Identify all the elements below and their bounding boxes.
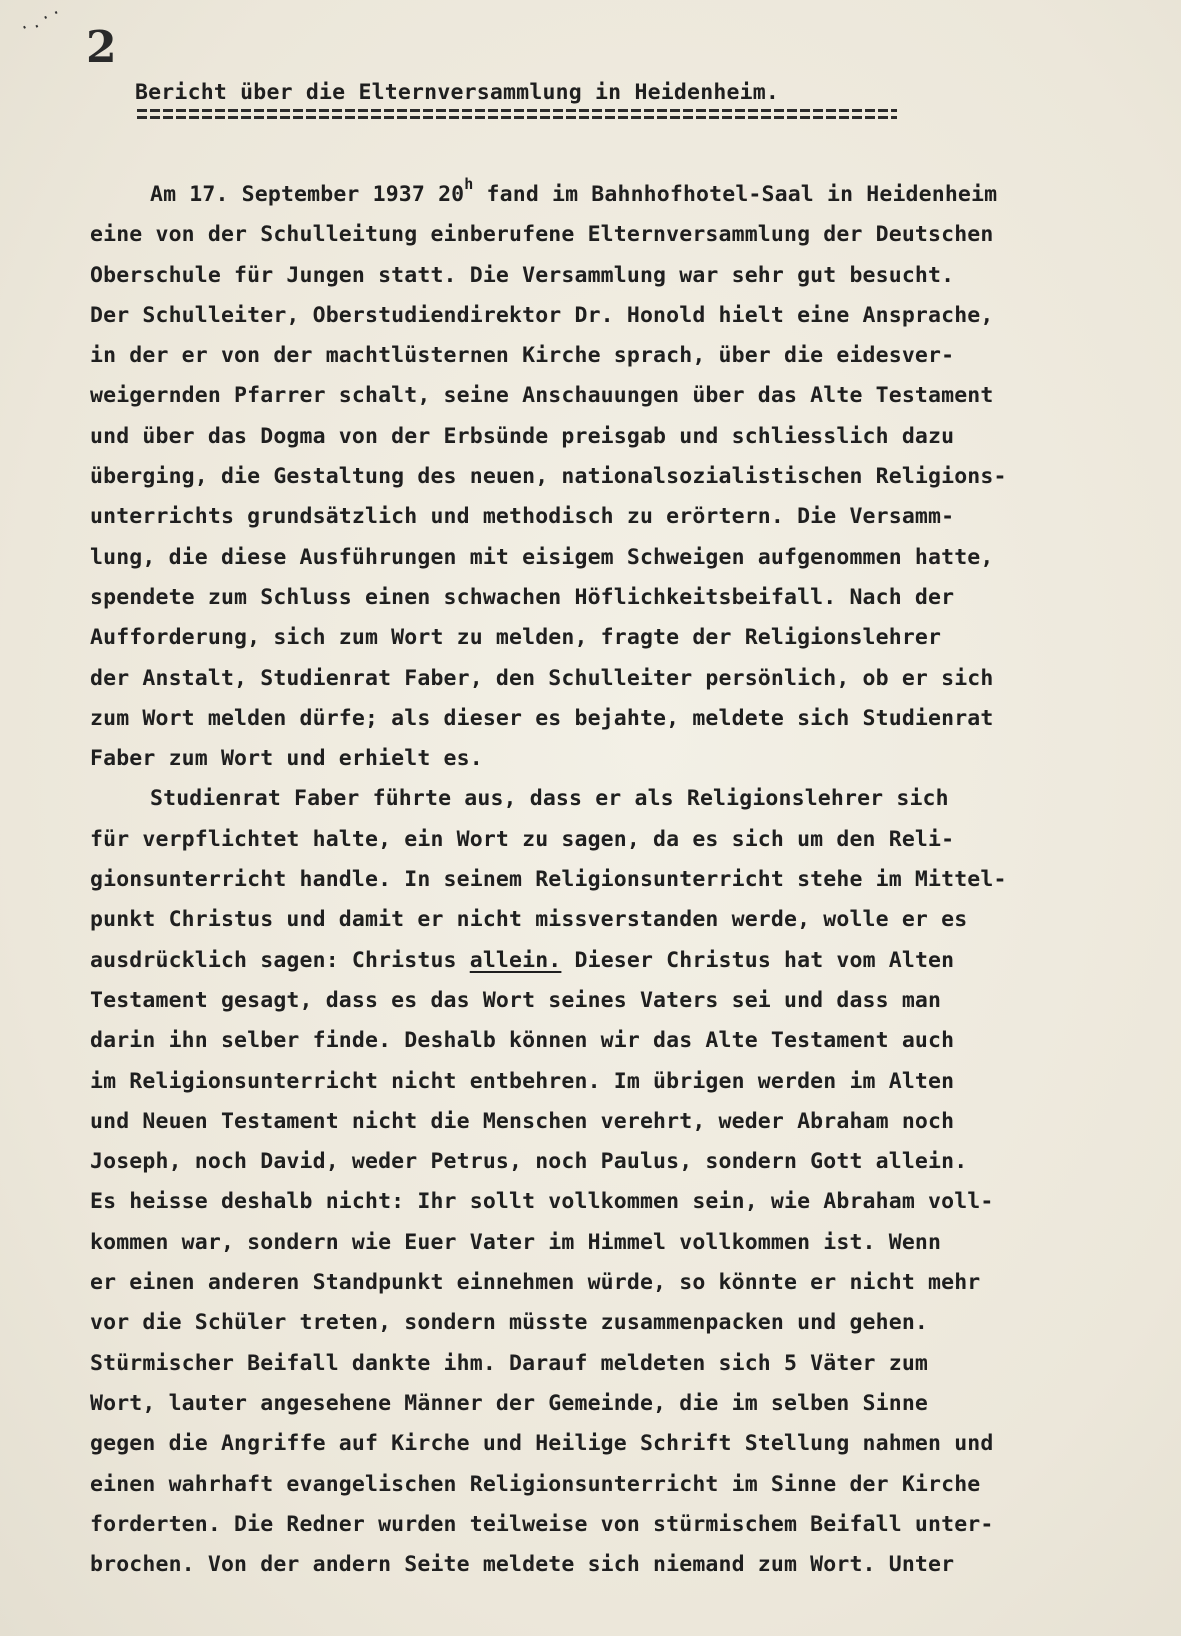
document-title: Bericht über die Elternversammlung in Heidenheim. <box>135 80 780 105</box>
text-line: gionsunterricht handle. In seinem Religionsunterricht stehe im Mittel- <box>90 867 1007 893</box>
document-body <box>90 175 1180 1585</box>
text-line: Studienrat Faber führte aus, dass er als Religionslehrer sich <box>150 786 949 812</box>
text-line: Joseph, noch David, weder Petrus, noch Paulus, sondern Gott allein. <box>90 1149 968 1175</box>
text-line: überging, die Gestaltung des neuen, nationalsozialistischen Religions- <box>90 464 1007 490</box>
text-line: für verpflichtet halte, ein Wort zu sagen, da es sich um den Reli- <box>90 826 955 852</box>
text-line: lung, die diese Ausführungen mit eisigem Schweigen aufgenommen hatte, <box>90 544 994 570</box>
text-line: brochen. Von der andern Seite meldete sich niemand zum Wort. Unter <box>90 1552 955 1578</box>
text-line: einen wahrhaft evangelischen Religionsunterricht im Sinne der Kirche <box>90 1471 981 1497</box>
text-line <box>90 941 1180 981</box>
text-line: Testament gesagt, dass es das Wort seines Vaters sei und dass man <box>90 987 942 1013</box>
text-line: und Neuen Testament nicht die Menschen verehrt, weder Abraham noch <box>90 1108 955 1134</box>
text-line: spendete zum Schluss einen schwachen Höflichkeitsbeifall. Nach der <box>90 584 955 610</box>
text-line: darin ihn selber finde. Deshalb können wir das Alte Testament auch <box>90 1028 955 1054</box>
underlined-word: allein. <box>469 947 562 973</box>
text-line: Stürmischer Beifall dankte ihm. Darauf meldeten sich 5 Väter zum <box>90 1350 929 1376</box>
superscript-hour: h <box>464 175 474 193</box>
text-line: zum Wort melden dürfe; als dieser es bejahte, meldete sich Studienrat <box>90 705 994 731</box>
title-double-underline <box>137 109 897 121</box>
text-line-part: Am 17. September 1937 20 <box>150 182 465 207</box>
text-line: der Anstalt, Studienrat Faber, den Schulleiter persönlich, ob er sich <box>90 665 994 691</box>
text-line: punkt Christus und damit er nicht missverstanden werde, wolle er es <box>90 907 968 933</box>
text-line <box>90 175 1180 215</box>
text-line: Wort, lauter angesehene Männer der Gemeinde, die im selben Sinne <box>90 1390 929 1416</box>
text-line: und über das Dogma von der Erbsünde preisgab und schliesslich dazu <box>90 423 955 449</box>
text-line: Faber zum Wort und erhielt es. <box>90 746 483 772</box>
text-line: im Religionsunterricht nicht entbehren. Im übrigen werden im Alten <box>90 1068 955 1094</box>
text-line-part: fand im Bahnhofhotel-Saal in Heidenheim <box>473 182 998 207</box>
text-line: forderten. Die Redner wurden teilweise von stürmischem Beifall unter- <box>90 1511 994 1537</box>
text-line-part: ausdrücklich sagen: Christus <box>90 947 470 973</box>
text-line: in der er von der machtlüsternen Kirche sprach, über die eidesver- <box>90 343 955 369</box>
text-line: unterrichts grundsätzlich und methodisch zu erörtern. Die Versamm- <box>90 504 955 530</box>
text-line: er einen anderen Standpunkt einnehmen würde, so könnte er nicht mehr <box>90 1270 981 1296</box>
text-line: Oberschule für Jungen statt. Die Versammlung war sehr gut besucht. <box>90 262 955 288</box>
text-line: Aufforderung, sich zum Wort zu melden, fragte der Religionslehrer <box>90 625 942 651</box>
text-line: kommen war, sondern wie Euer Vater im Himmel vollkommen ist. Wenn <box>90 1229 942 1255</box>
page-number: 2 <box>86 22 117 73</box>
text-line: weigernden Pfarrer schalt, seine Anschauungen über das Alte Testament <box>90 383 994 409</box>
text-line: gegen die Angriffe auf Kirche und Heilige Schrift Stellung nahmen und <box>90 1431 994 1457</box>
text-line: Der Schulleiter, Oberstudiendirektor Dr. Honold hielt eine Ansprache, <box>90 302 994 328</box>
text-line: vor die Schüler treten, sondern müsste zusammenpacken und gehen. <box>90 1310 929 1336</box>
text-line: eine von der Schulleitung einberufene Elternversammlung der Deutschen <box>90 222 994 248</box>
text-line: Es heisse deshalb nicht: Ihr sollt vollkommen sein, wie Abraham voll- <box>90 1189 994 1215</box>
text-line-part: Dieser Christus hat vom Alten <box>561 947 955 973</box>
pencil-mark: ·.·· <box>16 1 67 38</box>
